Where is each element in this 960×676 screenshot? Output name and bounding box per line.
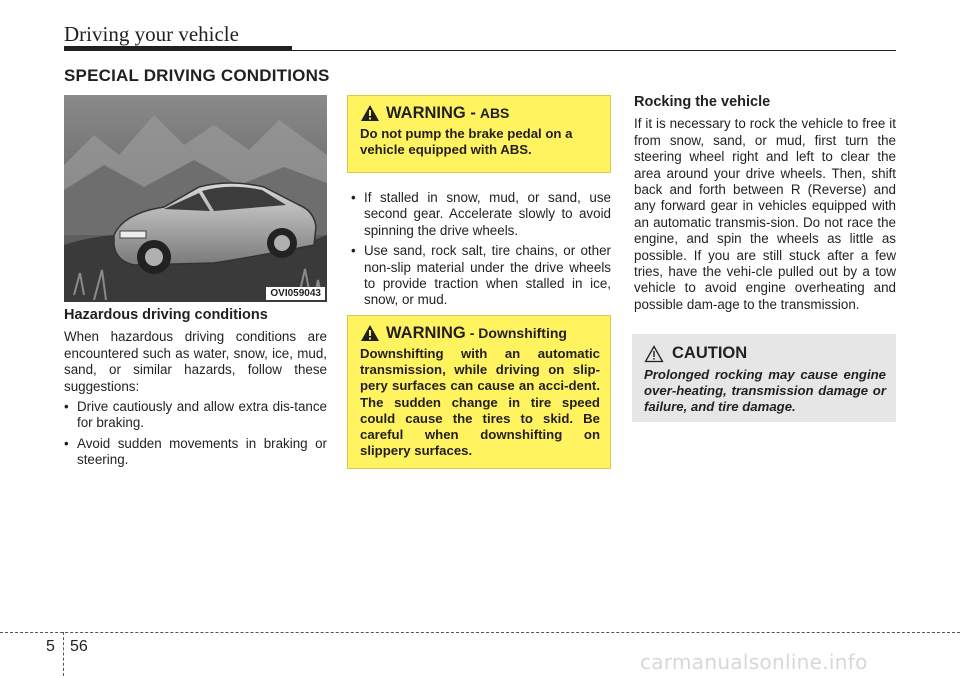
warning-abs-header — [360, 104, 600, 122]
hazardous-intro: When hazardous driving conditions are encountered such as water, snow, ice, mud, sand, or similar hazards, follow these suggestions: — [64, 329, 327, 394]
footer-rule — [0, 632, 960, 633]
header-rule — [64, 50, 896, 51]
running-header-title: Driving your vehicle — [64, 22, 239, 46]
hazardous-bullets — [64, 399, 327, 469]
chapter-number: 5 — [46, 638, 55, 655]
car-illustration — [64, 95, 327, 302]
stalled-tips — [351, 186, 611, 313]
caution-triangle-icon — [644, 345, 664, 363]
warning-triangle-icon — [360, 104, 380, 122]
warning-abs-text: Do not pump the brake pedal on a vehicle equipped with ABS. — [360, 126, 573, 158]
caution-header — [644, 344, 886, 363]
page-number: 56 — [70, 638, 88, 655]
car-illustration-figure — [64, 95, 327, 302]
list-item: • If stalled in snow, mud, or sand, use second gear. Accelerate slowly to avoid spinning the drive wheels. — [351, 190, 611, 239]
warning-downshift-header — [360, 324, 600, 342]
stalled-bullets — [351, 190, 611, 309]
hazardous-heading: Hazardous driving conditions — [64, 307, 268, 323]
rocking-section — [634, 94, 896, 313]
warning-downshift-text: Downshifting with an automatic transmission, while driving on slip-pery surfaces can cause an acci-dent. The sudden change in tire speed could cause the tires to skid. Be careful when downshifting on slippery surfaces. — [360, 346, 600, 459]
watermark: carmanualsonline.info — [640, 650, 868, 674]
list-item: • Use sand, rock salt, tire chains, or other non-slip material under the drive wheels to provide traction when stalled in ice, snow, or mud. — [351, 243, 611, 309]
warning-abs-sub: ABS — [479, 104, 510, 121]
list-item: • Avoid sudden movements in braking or steering. — [64, 436, 327, 469]
caution-text: Prolonged rocking may cause engine over-heating, transmission damage or failure, and tire damage. — [644, 367, 886, 414]
warning-triangle-icon — [360, 324, 380, 342]
warning-downshift-box — [347, 315, 611, 469]
hazardous-section — [64, 307, 327, 473]
footer-divider — [63, 632, 64, 676]
section-title: SPECIAL DRIVING CONDITIONS — [64, 66, 330, 85]
warning-downshift-word: WARNING — [386, 323, 466, 342]
caution-title: CAUTION — [672, 344, 748, 362]
warning-abs-box — [347, 95, 611, 173]
rocking-heading: Rocking the vehicle — [634, 94, 771, 110]
warning-downshift-sub: - Downshifting — [469, 324, 567, 341]
warning-abs-word: WARNING - — [386, 103, 476, 122]
list-item: • Drive cautiously and allow extra dis-tance for braking. — [64, 399, 327, 432]
rocking-text: If it is necessary to rock the vehicle to free it from snow, sand, or mud, first turn the steering wheel right and left to clear the area around your drive wheels. Then, shift back and forth between R (Reverse) and any forward gear in vehicles equipped with an automatic transmis-sion. Do not race the engine, and spin the wheels as little as possible. If you are still stuck after a few tries, have the vehi-cle pulled out by a tow vehicle to avoid engine overheating and possible dam-age to the transmission. — [634, 116, 896, 312]
caution-box — [632, 334, 896, 422]
figure-caption: OVI059043 — [266, 287, 325, 300]
